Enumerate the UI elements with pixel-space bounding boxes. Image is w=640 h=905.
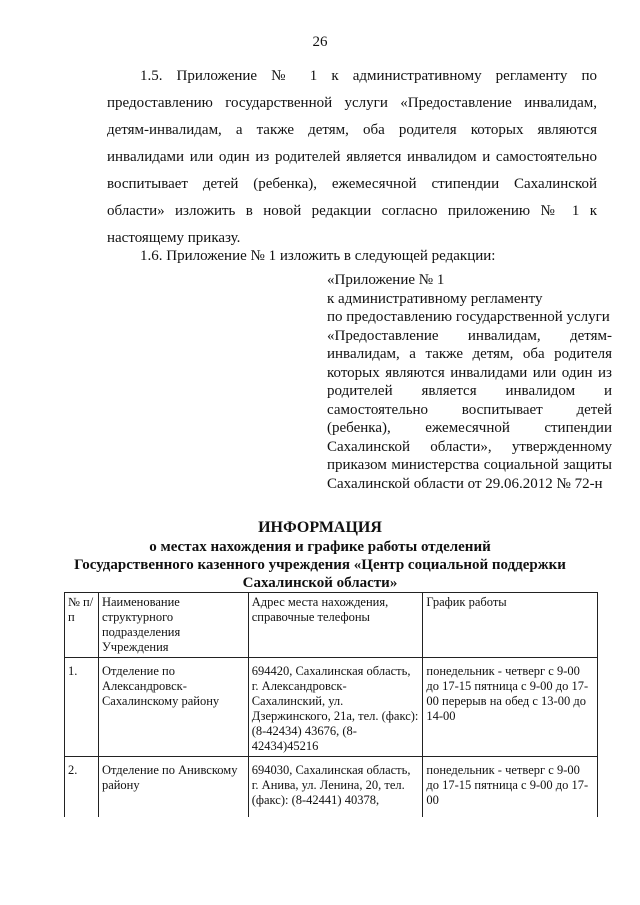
row-schedule: понедельник - четверг с 9-00 до 17-15 пятница с 9-00 до 17-00 [423, 757, 598, 818]
info-heading: ИНФОРМАЦИЯ [258, 519, 382, 536]
row-num: 2. [65, 757, 99, 818]
row-address: 694030, Сахалинская область, г. Анива, ул. Ленина, 20, тел. (факс): (8-42441) 40378, [248, 757, 423, 818]
header-address: Адрес места нахождения, справочные телефоны [248, 593, 423, 658]
header-num: № п/п [65, 593, 99, 658]
row-schedule: понедельник - четверг с 9-00 до 17-15 пятница с 9-00 до 17-00 перерыв на обед с 13-00 до 14-00 [423, 658, 598, 757]
appendix-header [327, 271, 612, 493]
page-number: 26 [312, 34, 328, 50]
table-header-row [65, 593, 598, 658]
header-name: Наименование структурного подразделения Учреждения [98, 593, 248, 658]
info-subheading-2: Государственного казенного учреждения «Центр социальной поддержки Сахалинской области» [74, 557, 566, 591]
appendix-body: «Предоставление инвалидам, детям-инвалидам, а также детям, оба родителя которых являются инвалидами или один из родителей является инвалидом и самостоятельно воспитывает детей (ребенка), ежемесячной стипендии Сахалинской области», утвержденному приказом министерства социальной защиты Сахалинской области от 29.06.2012 № 72-н [327, 327, 612, 492]
paragraph-1-5: 1.5. Приложение № 1 к административному регламенту по предоставлению государственной услуги «Предоставление инвалидам, детям-инвалидам, а также детям, оба родителя которых являются инвалидами или один из родителей является инвалидом и самостоятельно воспитывает детей (ребенка), ежемесячной стипендии Сахалинской области» изложить в новой редакции согласно приложению № 1 к настоящему приказу. [107, 68, 597, 246]
row-num: 1. [65, 658, 99, 757]
appendix-line-3: по предоставлению государственной услуги [327, 309, 610, 325]
row-address: 694420, Сахалинская область, г. Александровск-Сахалинский, ул. Дзержинского, 21а, тел. (факс): (8-42434) 43676, (8-42434)45216 [248, 658, 423, 757]
row-name: Отделение по Александровск-Сахалинскому району [98, 658, 248, 757]
appendix-line-2: к административному регламенту [327, 290, 543, 307]
appendix-line-1: «Приложение № 1 [327, 272, 445, 288]
row-name: Отделение по Анивскому району [98, 757, 248, 818]
info-subheading-1: о местах нахождения и графике работы отделений [149, 539, 491, 555]
branches-table [64, 592, 598, 817]
table-row [65, 757, 598, 818]
paragraph-1-6: 1.6. Приложение № 1 изложить в следующей редакции: [140, 248, 496, 264]
table-row [65, 658, 598, 757]
header-schedule: График работы [423, 593, 598, 658]
